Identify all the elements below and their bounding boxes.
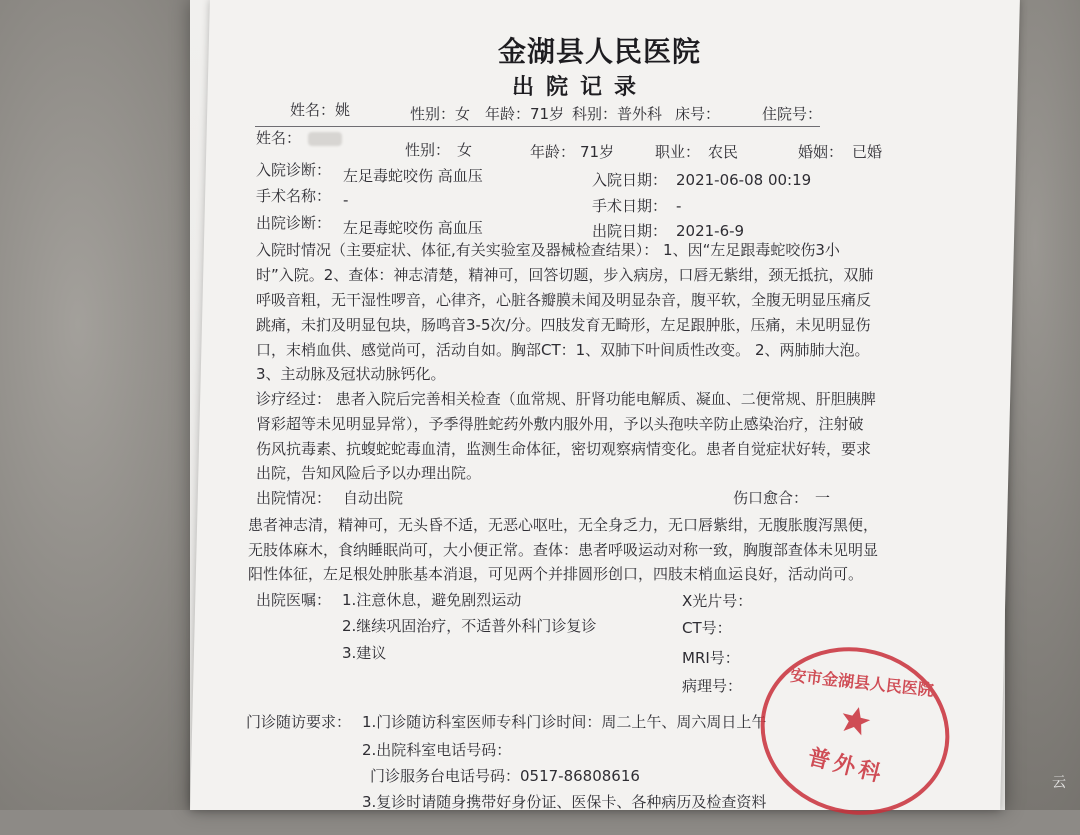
watermark-text: 云	[1052, 775, 1066, 791]
admission-line: 跳痛，未扪及明显包块，肠鸣音3-5次/分。四肢发育无畸形，左足跟肿胀，压痛，未见明显伤	[256, 316, 871, 334]
header-dept: 科别：普外科	[572, 105, 663, 123]
pathology-label: 病理号：	[682, 677, 743, 695]
surgery-value: -	[343, 191, 349, 209]
header-rule	[255, 126, 820, 127]
discharge-status-value: 自动出院	[343, 489, 404, 507]
treatment-line: 伤风抗毒素、抗蝮蛇蛇毒血清，监测生命体征，密切观察病情变化。患者自觉症状好转，要求	[256, 440, 872, 458]
admit-dx-value: 左足毒蛇咬伤 高血压	[343, 167, 483, 185]
record-title: 出院记录	[512, 74, 649, 100]
discharge-date-value: 2021-6-9	[676, 222, 745, 240]
age-value: 71岁	[580, 143, 615, 161]
followup-item: 1.门诊随访科室医师专科门诊时间：周二上午、周六周日上午	[362, 713, 767, 731]
followup-item: 2.出院科室电话号码：	[362, 741, 512, 759]
gender-label: 性别：	[405, 141, 451, 159]
xray-label: X光片号：	[682, 592, 753, 610]
admission-line: 3、主动脉及冠状动脉钙化。	[256, 365, 446, 383]
admit-date-label: 入院日期：	[592, 171, 668, 189]
admission-line: 时”入院。2、查体：神志清楚，精神可，回答切题，步入病房，口唇无紫绀，颈无抵抗，双肺	[256, 266, 874, 284]
mri-label: MRI号：	[682, 649, 740, 667]
header-bed: 床号：	[675, 105, 721, 123]
header-inpatient-no: 住院号：	[762, 105, 823, 123]
seal-dept: 普外科	[805, 744, 888, 788]
header-gender: 性别：女	[410, 105, 471, 123]
treatment-line: 诊疗经过： 患者入院后完善相关检查（血常规、肝肾功能电解质、凝血、二便常规、肝胆胰脾	[256, 390, 876, 408]
hospital-name: 金湖县人民医院	[498, 35, 702, 68]
surgery-date-value: -	[676, 197, 682, 215]
redacted-name	[308, 132, 342, 146]
watermark-logo	[1012, 770, 1072, 798]
followup-item: 门诊服务台电话号码：0517-86808616	[370, 767, 640, 785]
discharge-line: 阳性体征，左足根处肿胀基本消退，可见两个并排圆形创口，四肢末梢血运良好，活动尚可。	[248, 565, 864, 583]
followup-label: 门诊随访要求：	[246, 713, 352, 731]
discharge-line: 无肢体麻木，食纳睡眠尚可，大小便正常。查体：患者呼吸运动对称一致，胸腹部查体未见明显	[248, 541, 879, 559]
discharge-dx-value: 左足毒蛇咬伤 高血压	[343, 219, 483, 237]
treatment-line: 肾彩超等未见明显异常），予季得胜蛇药外敷内服外用，予以头孢呋辛防止感染治疗，注射破	[256, 415, 864, 433]
discharge-date-label: 出院日期：	[592, 222, 668, 240]
order-item: 1.注意休息，避免剧烈运动	[342, 591, 522, 609]
marriage-label: 婚姻：	[798, 143, 844, 161]
job-label: 职业：	[655, 143, 701, 161]
order-item: 2.继续巩固治疗，不适普外科门诊复诊	[342, 617, 597, 635]
surgery-label: 手术名称：	[256, 187, 332, 205]
ct-label: CT号：	[682, 619, 732, 637]
wound-healing-value: 一	[815, 489, 831, 507]
job-value: 农民	[708, 143, 739, 161]
discharge-status-label: 出院情况：	[256, 489, 332, 507]
followup-item: 3.复诊时请随身携带好身份证、医保卡、各种病历及检查资料	[362, 793, 767, 811]
orders-label: 出院医嘱：	[256, 591, 332, 609]
marriage-value: 已婚	[852, 143, 883, 161]
surgery-date-label: 手术日期：	[592, 197, 668, 215]
admission-line: 入院时情况（主要症状、体征,有关实验室及器械检查结果）： 1、因“左足跟毒蛇咬伤3小	[256, 241, 840, 259]
admit-date-value: 2021-06-08 00:19	[676, 171, 812, 189]
discharge-dx-label: 出院诊断：	[256, 214, 332, 232]
admit-dx-label: 入院诊断：	[256, 161, 332, 179]
age-label: 年龄：	[530, 143, 576, 161]
admission-line: 口，末梢血供、感觉尚可，活动自如。胸部CT：1、双肺下叶间质性改变。 2、两肺肺大泡。	[256, 341, 870, 359]
header-age: 年龄：71岁	[485, 105, 565, 123]
name-label: 姓名：	[256, 129, 302, 147]
order-item: 3.建议	[342, 644, 387, 662]
discharge-line: 患者神志清，精神可，无头昏不适，无恶心呕吐，无全身乏力，无口唇紫绀，无腹胀腹泻黑便，	[248, 516, 879, 534]
gender-value: 女	[457, 141, 473, 159]
admission-line: 呼吸音粗，无干湿性啰音，心律齐，心脏各瓣膜未闻及明显杂音，腹平软，全腹无明显压痛反	[256, 291, 872, 309]
header-name: 姓名：姚	[290, 101, 351, 119]
seal-arc-text: 安市金湖县人民医院	[789, 665, 935, 700]
wound-healing-label: 伤口愈合：	[733, 489, 809, 507]
star-icon	[835, 700, 876, 741]
treatment-line: 出院，告知风险后予以办理出院。	[256, 464, 482, 482]
